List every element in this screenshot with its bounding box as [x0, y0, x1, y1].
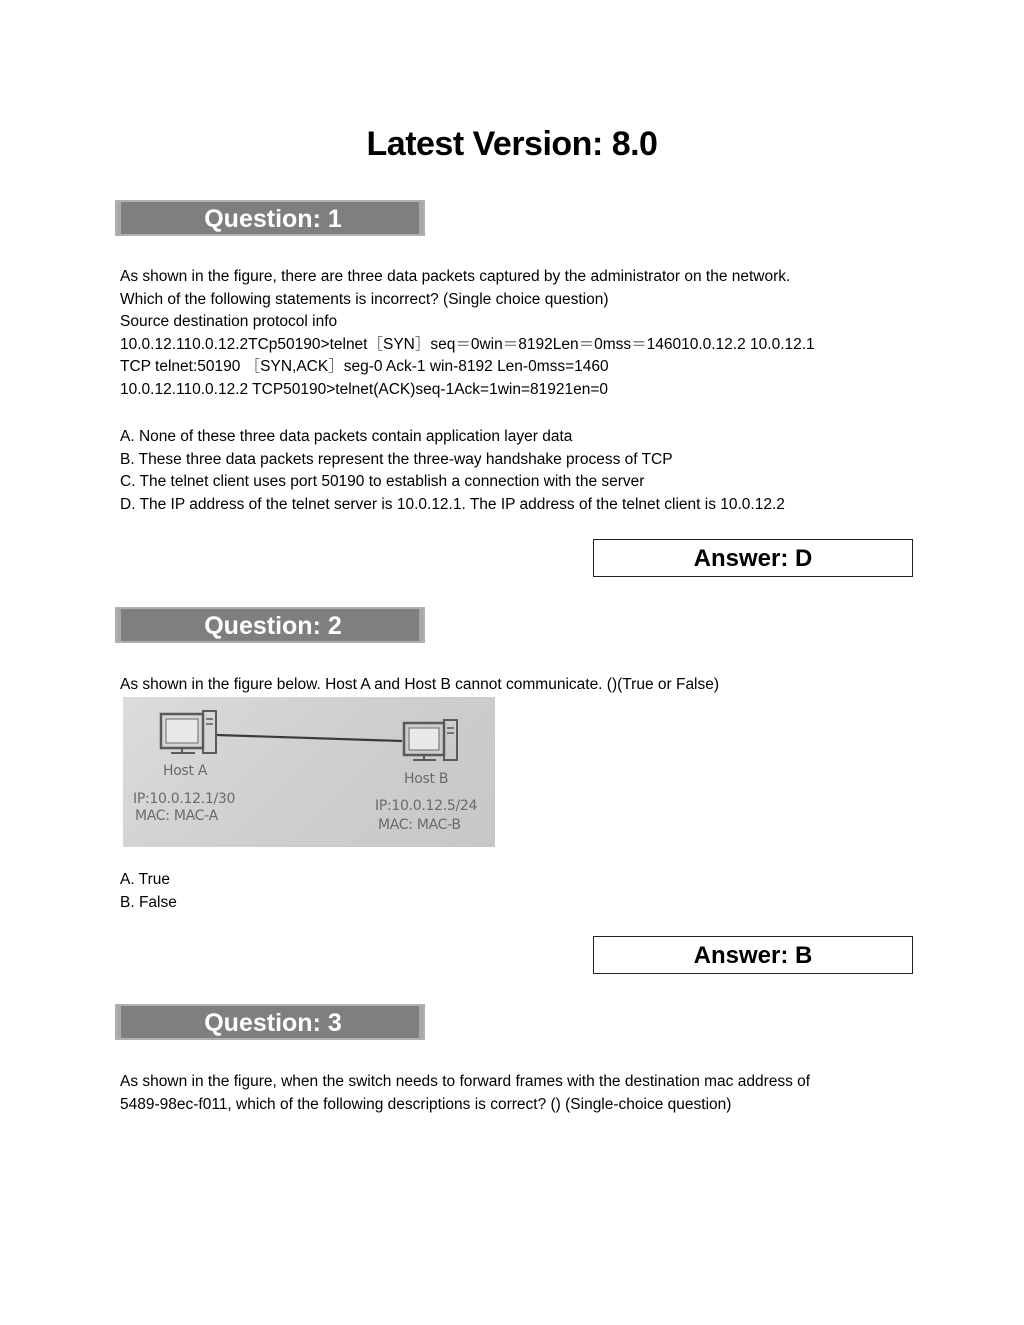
- question-text-line: Which of the following statements is incorrect? (Single choice question): [120, 290, 609, 308]
- host-a-computer-icon: [161, 711, 216, 753]
- question-1-options: [120, 426, 920, 516]
- question-text-line: 5489-98ec-f011, which of the following descriptions is correct? () (Single-choice question): [120, 1095, 732, 1113]
- host-a-ip: IP:10.0.12.1/30: [133, 791, 236, 807]
- question-2-answer: Answer: B: [593, 936, 913, 974]
- question-text-line: As shown in the figure, there are three data packets captured by the administrator on the network.: [120, 268, 791, 285]
- option-c: C. The telnet client uses port 50190 to establish a connection with the server: [120, 473, 645, 491]
- host-b-ip: IP:10.0.12.5/24: [375, 798, 478, 814]
- host-b-computer-icon: [404, 720, 457, 760]
- host-a-mac: MAC: MAC-A: [135, 808, 218, 824]
- host-b-name: Host B: [404, 771, 449, 787]
- question-text-line: TCP telnet:50190 ［SYN,ACK］seg-0 Ack-1 win-8192 Len-0mss=1460: [120, 358, 609, 376]
- question-1-header: [115, 200, 425, 236]
- option-b: B. False: [120, 893, 177, 911]
- host-a-name: Host A: [163, 763, 208, 779]
- question-text-line: 10.0.12.110.0.12.2 TCP50190>telnet(ACK)seq-1Ack=1win=81921en=0: [120, 380, 609, 398]
- page-title: Latest Version: 8.0: [366, 125, 658, 163]
- question-2-options: [120, 869, 920, 914]
- question-2-header: [115, 607, 425, 643]
- option-a: A. None of these three data packets contain application layer data: [120, 428, 573, 445]
- question-1-body: [120, 266, 920, 402]
- question-text-line: Source destination protocol info: [120, 313, 338, 331]
- network-figure: [123, 697, 495, 847]
- option-a: A. True: [120, 871, 170, 888]
- host-b-mac: MAC: MAC-B: [378, 817, 461, 833]
- option-b: B. These three data packets represent the three-way handshake process of TCP: [120, 450, 673, 468]
- question-text-line: 10.0.12.110.0.12.2TCp50190>telnet［SYN］seq＝0win＝8192Len＝0mss＝146010.0.12.2 10.0.12.1: [120, 335, 815, 353]
- question-3-header: [115, 1004, 425, 1040]
- question-2-body: [120, 674, 920, 697]
- question-3-header-text: Question: 3: [204, 1009, 342, 1037]
- question-1-answer: Answer: D: [593, 539, 913, 577]
- question-2-header-text: Question: 2: [204, 612, 342, 640]
- question-3-body: [120, 1071, 920, 1116]
- option-d: D. The IP address of the telnet server is 10.0.12.1. The IP address of the telnet client is 10.0.12.2: [120, 495, 785, 513]
- question-1-header-text: Question: 1: [204, 205, 342, 233]
- question-text-line: As shown in the figure below. Host A and Host B cannot communicate. ()(True or False): [120, 676, 720, 693]
- network-link: [217, 735, 402, 741]
- question-text-line: As shown in the figure, when the switch needs to forward frames with the destination mac address of: [120, 1073, 811, 1090]
